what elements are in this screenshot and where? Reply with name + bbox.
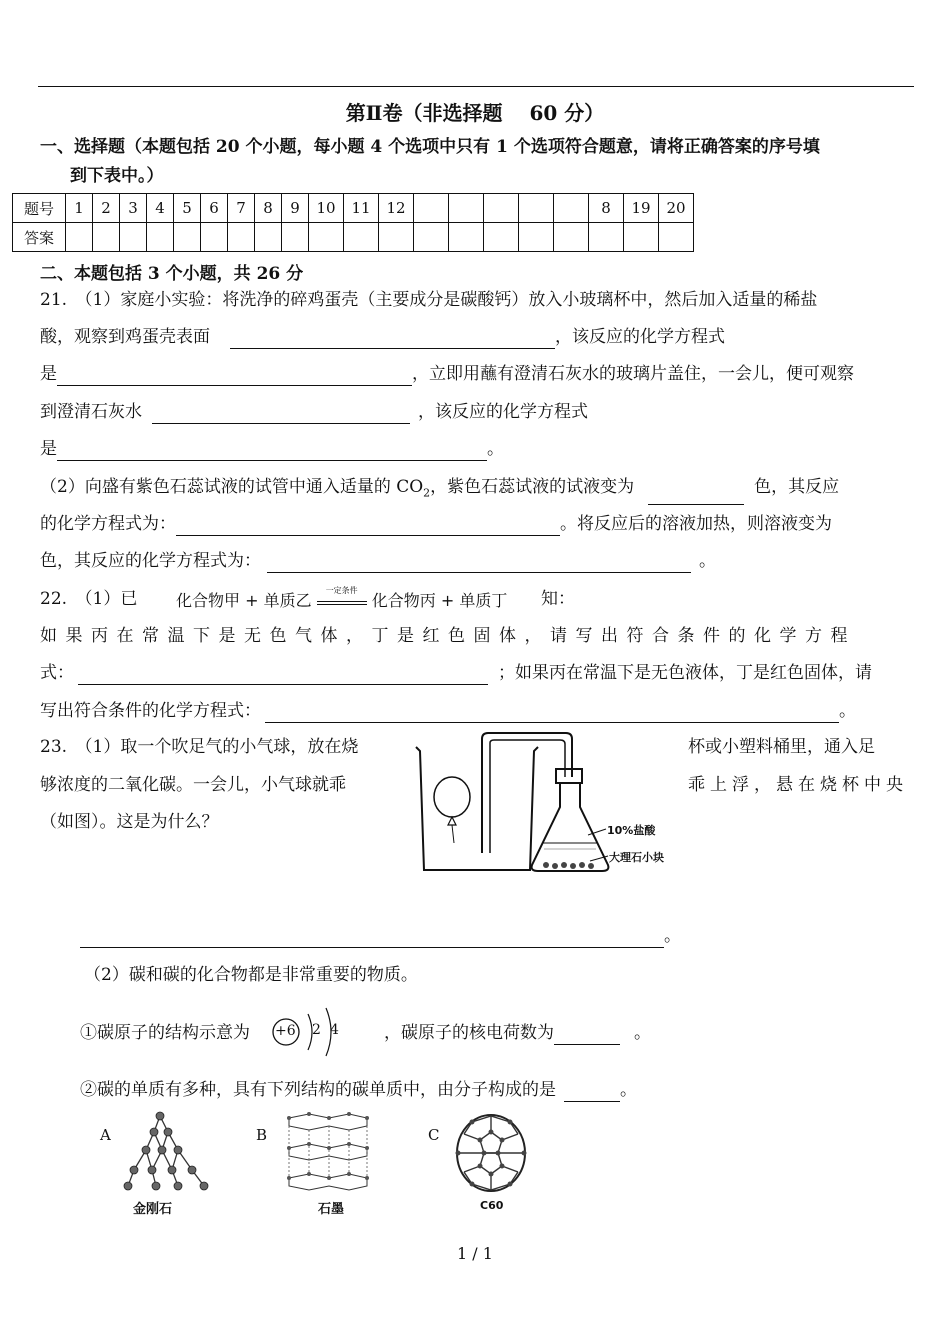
q21-line7 bbox=[40, 512, 832, 536]
table-cell: 10 bbox=[309, 194, 344, 223]
q21-line6 bbox=[40, 475, 839, 505]
q23-text: 。 bbox=[634, 1023, 651, 1043]
atom-nucleus-charge: +6 bbox=[275, 1023, 296, 1039]
table-cell: 19 bbox=[624, 194, 659, 223]
q23-line2b bbox=[688, 773, 912, 797]
q21-text: 是 bbox=[40, 364, 57, 384]
answer-cell[interactable] bbox=[519, 223, 554, 252]
diamond-structure-icon bbox=[122, 1108, 218, 1198]
q23-text: 。 bbox=[664, 926, 681, 946]
c60-caption-text: C60 bbox=[480, 1199, 504, 1212]
answer-table-number-row bbox=[13, 194, 694, 223]
q23-line3: （如图）。这是为什么？ bbox=[40, 812, 219, 832]
answer-blank[interactable] bbox=[648, 486, 744, 505]
q21-text: 。 bbox=[487, 439, 504, 459]
table-cell: 20 bbox=[659, 194, 694, 223]
answer-blank[interactable] bbox=[564, 1083, 620, 1102]
q23-atom-line-end bbox=[384, 1021, 651, 1045]
delivery-tube bbox=[482, 733, 572, 853]
table-cell bbox=[484, 194, 519, 223]
q21-line4 bbox=[40, 400, 588, 424]
row-label-number: 题号 bbox=[13, 194, 66, 223]
table-cell: 5 bbox=[174, 194, 201, 223]
equation-arrow bbox=[317, 585, 367, 605]
q22-text: 写出符合条件的化学方程式： bbox=[40, 701, 261, 721]
answer-cell[interactable] bbox=[589, 223, 624, 252]
answer-blank[interactable] bbox=[78, 666, 488, 685]
q21-line8 bbox=[40, 549, 716, 573]
q23-allotrope-line bbox=[80, 1078, 637, 1102]
equation-left: 化合物甲 + 单质乙 bbox=[176, 591, 312, 610]
table-cell bbox=[449, 194, 484, 223]
answer-cell[interactable] bbox=[255, 223, 282, 252]
atom-shell-1: 2 bbox=[312, 1022, 321, 1038]
q23-part2: （2）碳和碳的化合物都是非常重要的物质。 bbox=[84, 965, 418, 985]
table-cell: 9 bbox=[282, 194, 309, 223]
page-number: 1 / 1 bbox=[457, 1244, 493, 1263]
answer-blank[interactable] bbox=[265, 704, 839, 723]
table-cell: 8 bbox=[589, 194, 624, 223]
table-cell: 6 bbox=[201, 194, 228, 223]
table-cell bbox=[414, 194, 449, 223]
option-a-caption: 金刚石 bbox=[133, 1202, 173, 1217]
q21-text: 。 bbox=[699, 551, 716, 571]
q22-line2 bbox=[40, 624, 912, 648]
answer-blank[interactable] bbox=[176, 517, 560, 536]
q22-line4 bbox=[40, 699, 856, 723]
q23-text: ，碳原子的核电荷数为 bbox=[384, 1023, 554, 1043]
answer-cell[interactable] bbox=[659, 223, 694, 252]
table-cell bbox=[519, 194, 554, 223]
section1-heading-line2: 到下表中。） bbox=[70, 166, 164, 186]
answer-cell[interactable] bbox=[174, 223, 201, 252]
section2-heading: 二、本题包括 3 个小题，共 26 分 bbox=[40, 264, 304, 284]
answer-cell[interactable] bbox=[282, 223, 309, 252]
q23-answer-line bbox=[80, 924, 681, 948]
answer-cell[interactable] bbox=[228, 223, 255, 252]
q22-text: ；如果丙在常温下是无色液体，丁是红色固体，请 bbox=[498, 663, 872, 683]
conical-flask-icon bbox=[532, 783, 609, 871]
page-title: 第Ⅱ卷（非选择题 60 分） bbox=[345, 101, 605, 125]
table-cell: 11 bbox=[344, 194, 379, 223]
label-acid: 10%盐酸 bbox=[607, 824, 656, 837]
answer-blank[interactable] bbox=[554, 1026, 620, 1045]
equation-right: 化合物丙 + 单质丁 bbox=[371, 591, 508, 610]
q22-text: 如果丙在常温下是无色气体，丁是红色固体，请写出符合条件的化学方程 bbox=[40, 626, 856, 646]
atom-structure-diagram bbox=[270, 1000, 350, 1060]
q22-line3 bbox=[40, 661, 872, 685]
answer-table-answer-row bbox=[13, 223, 694, 252]
table-cell bbox=[554, 194, 589, 223]
answer-table bbox=[12, 193, 694, 252]
reaction-equation bbox=[176, 585, 508, 613]
answer-cell[interactable] bbox=[147, 223, 174, 252]
beaker-icon bbox=[416, 747, 538, 870]
q21-line1: 21. （1）家庭小实验：将洗净的碎鸡蛋壳（主要成分是碳酸钙）放入小玻璃杯中，然后加入适量的稀盐 bbox=[40, 290, 818, 310]
q22-line1 bbox=[40, 587, 137, 611]
balloon-icon bbox=[434, 777, 470, 817]
q21-text: 色，其反应的化学方程式为： bbox=[40, 551, 261, 571]
q21-text: 色，其反应 bbox=[754, 477, 840, 497]
table-cell: 2 bbox=[93, 194, 120, 223]
q21-text: 。将反应后的溶液加热，则溶液变为 bbox=[560, 514, 832, 534]
answer-cell[interactable] bbox=[554, 223, 589, 252]
answer-cell[interactable] bbox=[379, 223, 414, 252]
answer-cell[interactable] bbox=[449, 223, 484, 252]
q21-text: 到澄清石灰水 bbox=[40, 402, 142, 422]
q21-line5 bbox=[40, 437, 504, 461]
q21-line2 bbox=[40, 325, 725, 349]
section1-heading-line1: 一、选择题（本题包括 20 个小题，每小题 4 个选项中只有 1 个选项符合题意，请将正确答案的序号填 bbox=[40, 137, 820, 157]
q22-text: 22. （1）已 bbox=[40, 589, 138, 609]
table-cell: 8 bbox=[255, 194, 282, 223]
table-cell: 12 bbox=[379, 194, 414, 223]
q21-text: ，立即用蘸有澄清石灰水的玻璃片盖住，一会儿，便可观察 bbox=[412, 364, 854, 384]
option-c-letter: C bbox=[428, 1126, 440, 1144]
answer-blank[interactable] bbox=[152, 405, 410, 424]
subscript: 2 bbox=[423, 486, 431, 500]
answer-blank[interactable] bbox=[57, 442, 487, 461]
option-b-letter: B bbox=[256, 1126, 268, 1144]
q21-text: ，该反应的化学方程式 bbox=[418, 402, 588, 422]
answer-cell[interactable] bbox=[344, 223, 379, 252]
q21-text: 酸，观察到鸡蛋壳表面 bbox=[40, 327, 210, 347]
top-rule bbox=[38, 86, 914, 87]
q21-line3 bbox=[40, 362, 854, 386]
q22-text: 式： bbox=[40, 663, 74, 683]
q22-line1-end: 知： bbox=[541, 589, 575, 609]
answer-cell[interactable] bbox=[624, 223, 659, 252]
table-cell: 7 bbox=[228, 194, 255, 223]
stopper-icon bbox=[556, 769, 582, 783]
row-label-answer: 答案 bbox=[13, 223, 66, 252]
q23-text: 。 bbox=[620, 1080, 637, 1100]
answer-cell[interactable] bbox=[309, 223, 344, 252]
marble-chips bbox=[543, 862, 594, 869]
label-marble: 大理石小块 bbox=[609, 851, 664, 864]
table-cell: 3 bbox=[120, 194, 147, 223]
answer-blank[interactable] bbox=[230, 330, 555, 349]
option-a-letter: A bbox=[100, 1126, 111, 1144]
q22-text: 。 bbox=[839, 701, 856, 721]
graphite-structure-icon bbox=[283, 1110, 371, 1194]
answer-blank[interactable] bbox=[80, 929, 664, 948]
answer-cell[interactable] bbox=[93, 223, 120, 252]
answer-cell[interactable] bbox=[414, 223, 449, 252]
q23-line1b: 杯或小塑料桶里，通入足 bbox=[688, 737, 875, 757]
answer-blank[interactable] bbox=[267, 554, 691, 573]
q23-text: ②碳的单质有多种，具有下列结构的碳单质中，由分子构成的是 bbox=[80, 1080, 556, 1100]
option-b-caption: 石墨 bbox=[318, 1202, 345, 1217]
q23-text: 乖上浮，悬在烧杯中央 bbox=[688, 775, 908, 795]
atom-shell-2: 4 bbox=[330, 1022, 339, 1038]
q21-text: ，紫色石蕊试液的试液变为 bbox=[430, 477, 635, 497]
answer-cell[interactable] bbox=[66, 223, 93, 252]
q23-text: ①碳原子的结构示意为 bbox=[80, 1023, 250, 1043]
table-cell: 1 bbox=[66, 194, 93, 223]
answer-blank[interactable] bbox=[57, 367, 412, 386]
table-cell: 4 bbox=[147, 194, 174, 223]
q21-text: 是 bbox=[40, 439, 57, 459]
equation-condition: 一定条件 bbox=[325, 585, 358, 595]
c60-structure-icon bbox=[452, 1110, 530, 1196]
option-c-caption bbox=[480, 1199, 503, 1212]
q21-text: （2）向盛有紫色石蕊试液的试管中通入适量的 CO bbox=[40, 477, 424, 497]
q23-line2a: 够浓度的二氧化碳。一会儿，小气球就乖 bbox=[40, 775, 346, 795]
answer-cell[interactable] bbox=[120, 223, 147, 252]
q23-atom-line bbox=[80, 1021, 250, 1045]
q21-text: 的化学方程式为： bbox=[40, 514, 176, 534]
q23-line1a: 23. （1）取一个吹足气的小气球，放在烧 bbox=[40, 737, 359, 757]
answer-cell[interactable] bbox=[484, 223, 519, 252]
q21-text: ，该反应的化学方程式 bbox=[555, 327, 725, 347]
answer-cell[interactable] bbox=[201, 223, 228, 252]
